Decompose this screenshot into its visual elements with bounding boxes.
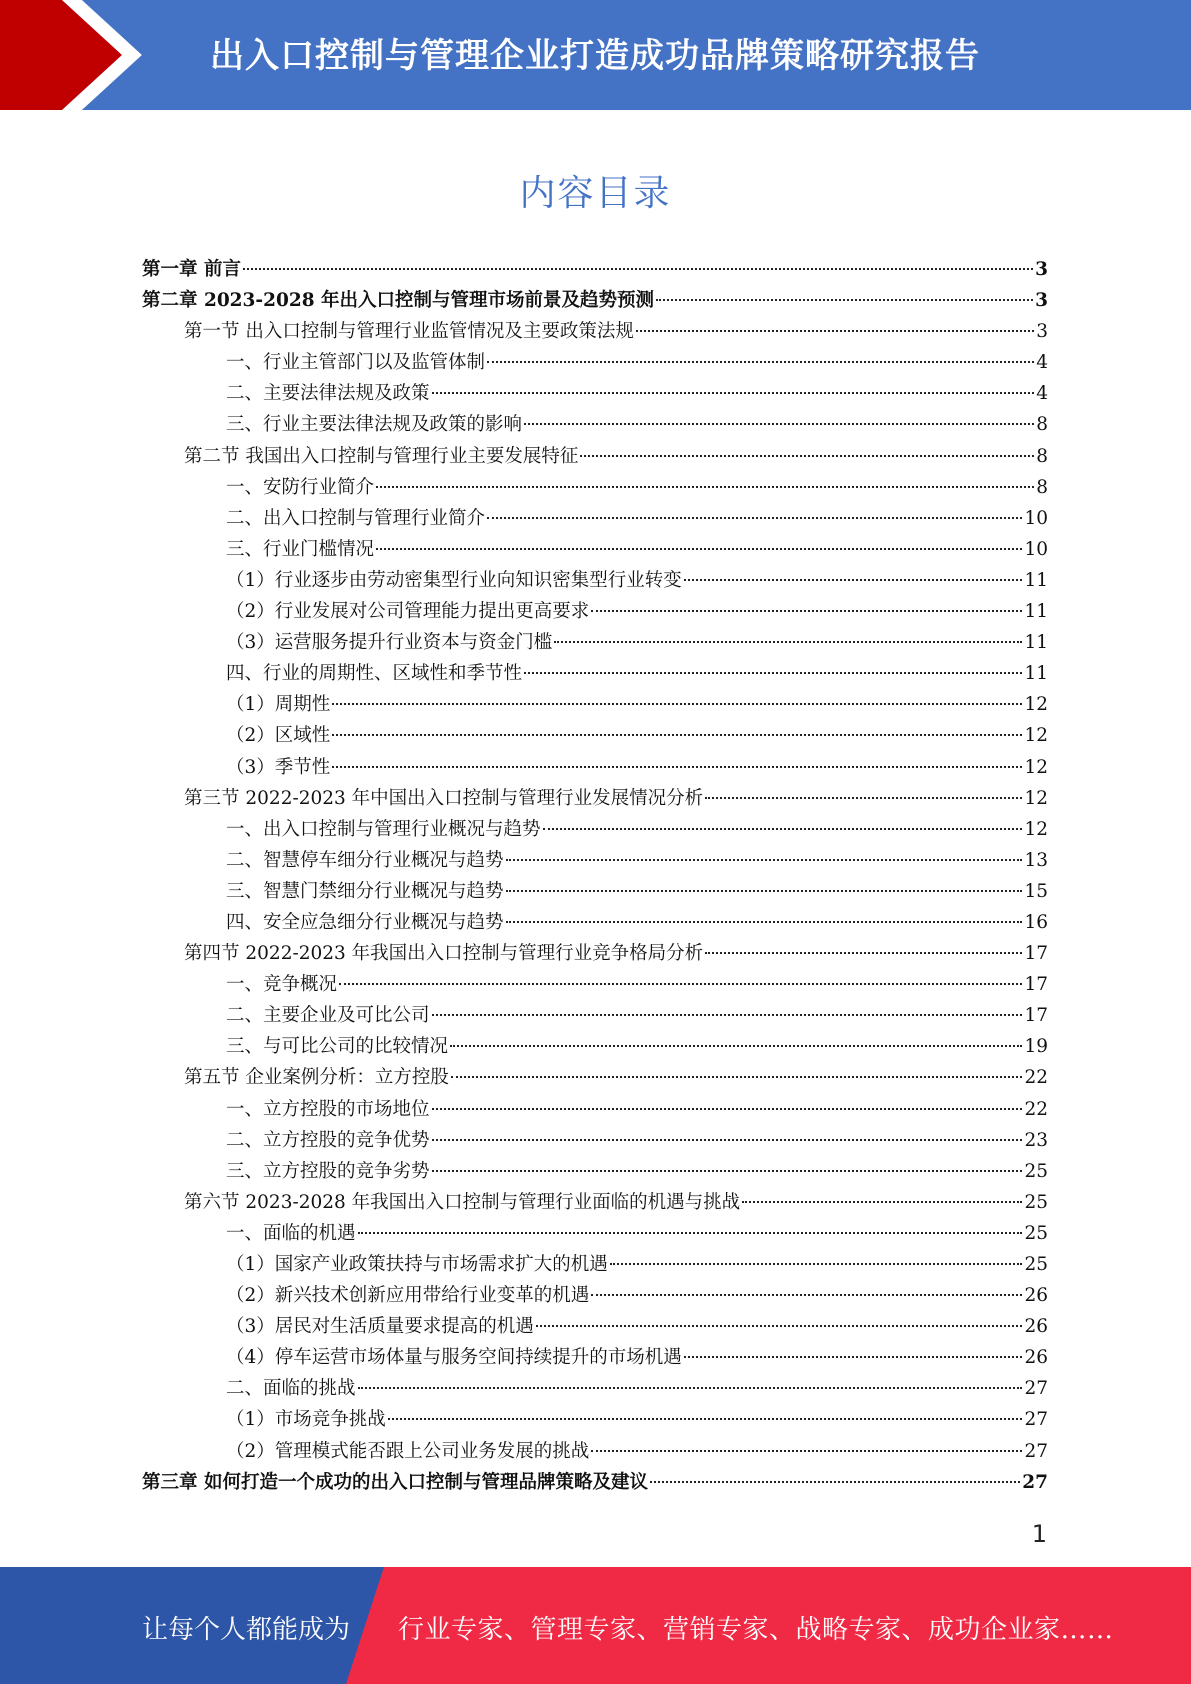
- toc-entry[interactable]: [142, 1094, 1048, 1125]
- toc-entry[interactable]: [142, 1218, 1048, 1249]
- toc-entry-page: 8: [1036, 476, 1048, 498]
- toc-dot-leader: [506, 890, 1023, 892]
- toc-dot-leader: [591, 1294, 1022, 1296]
- toc-dot-leader: [358, 1387, 1023, 1389]
- toc-dot-leader: [451, 1076, 1023, 1078]
- toc-entry-page: 27: [1024, 1378, 1048, 1400]
- toc-entry[interactable]: [142, 1373, 1048, 1404]
- toc-entry-page: 27: [1024, 1409, 1048, 1431]
- toc-entry-page: 25: [1024, 1191, 1048, 1213]
- toc-dot-leader: [591, 1450, 1022, 1452]
- toc-dot-leader: [684, 1356, 1023, 1358]
- toc-entry-page: 3: [1035, 259, 1048, 280]
- toc-entry-page: 25: [1024, 1254, 1048, 1275]
- toc-entry-page: 22: [1024, 1098, 1048, 1120]
- toc-entry[interactable]: [142, 1280, 1048, 1311]
- toc-dot-leader: [536, 1325, 1023, 1327]
- toc-entry-label: 二、面临的挑战: [226, 1378, 356, 1400]
- toc-entry-page: 3: [1035, 290, 1048, 312]
- toc-entry-label: （1）周期性: [226, 694, 331, 716]
- toc-entry-label: 第四节 2022-2023 年我国出入口控制与管理行业竞争格局分析: [184, 943, 704, 965]
- toc-dot-leader: [339, 983, 1022, 985]
- toc-dot-leader: [450, 1045, 1022, 1047]
- toc-entry-page: 12: [1024, 725, 1048, 747]
- toc-dot-leader: [636, 330, 1034, 332]
- toc-dot-leader: [610, 1263, 1023, 1265]
- toc-entry[interactable]: [142, 969, 1048, 1000]
- toc-dot-leader: [487, 517, 1022, 519]
- toc-entry-label: （2）区域性: [226, 725, 331, 747]
- toc-entry[interactable]: [142, 472, 1048, 503]
- toc-dot-leader: [432, 1139, 1023, 1141]
- toc-dot-leader: [506, 921, 1023, 923]
- toc-entry-page: 11: [1024, 601, 1048, 623]
- toc-dot-leader: [650, 1481, 1020, 1483]
- toc-entry-page: 11: [1024, 569, 1048, 591]
- toc-dot-leader: [432, 1170, 1023, 1172]
- toc-entry-page: 22: [1024, 1067, 1048, 1089]
- toc-entry[interactable]: [142, 907, 1048, 938]
- toc-entry-page: 16: [1024, 911, 1048, 933]
- toc-dot-leader: [332, 766, 1022, 768]
- toc-entry-label: 三、与可比公司的比较情况: [226, 1036, 449, 1058]
- toc-entry[interactable]: [142, 1187, 1048, 1218]
- toc-entry-label: 第五节 企业案例分析：立方控股: [184, 1067, 449, 1089]
- toc-entry[interactable]: [142, 378, 1048, 409]
- toc-entry[interactable]: [142, 347, 1048, 378]
- toc-entry[interactable]: [142, 534, 1048, 565]
- toc-dot-leader: [580, 455, 1034, 457]
- toc-entry-page: 17: [1024, 943, 1048, 965]
- toc-entry[interactable]: [142, 1311, 1048, 1342]
- toc-entry-label: 一、安防行业简介: [226, 476, 375, 498]
- toc-entry[interactable]: [142, 1156, 1048, 1187]
- toc-dot-leader: [432, 1014, 1023, 1016]
- toc-dot-leader: [432, 392, 1035, 394]
- toc-entry[interactable]: [142, 938, 1048, 969]
- toc-entry-label: （2）管理模式能否跟上公司业务发展的挑战: [226, 1440, 590, 1462]
- toc-entry-label: 第三章 如何打造一个成功的出入口控制与管理品牌策略及建议: [142, 1471, 648, 1493]
- toc-entry-label: （4）停车运营市场体量与服务空间持续提升的市场机遇: [226, 1347, 682, 1369]
- toc-dot-leader: [432, 1108, 1023, 1110]
- toc-entry[interactable]: [142, 658, 1048, 689]
- toc-entry-label: 四、行业的周期性、区域性和季节性: [226, 663, 523, 685]
- toc-entry-label: 第一节 出入口控制与管理行业监管情况及主要政策法规: [184, 321, 634, 343]
- toc-entry-page: 27: [1022, 1471, 1048, 1493]
- toc-dot-leader: [388, 1418, 1023, 1420]
- toc-dot-leader: [705, 797, 1022, 799]
- toc-dot-leader: [524, 672, 1022, 674]
- toc-entry-page: 12: [1024, 787, 1048, 809]
- toc-entry-label: 二、出入口控制与管理行业简介: [226, 507, 486, 529]
- toc-entry-label: （1）行业逐步由劳动密集型行业向知识密集型行业转变: [226, 569, 682, 591]
- toc-entry-label: 三、智慧门禁细分行业概况与趋势: [226, 880, 504, 902]
- toc-entry[interactable]: [142, 720, 1048, 751]
- toc-dot-leader: [506, 859, 1023, 861]
- toc-entry[interactable]: [142, 627, 1048, 658]
- toc-entry-label: 第六节 2023-2028 年我国出入口控制与管理行业面临的机遇与挑战: [184, 1191, 741, 1213]
- toc-entry-label: 四、安全应急细分行业概况与趋势: [226, 911, 504, 933]
- toc-entry[interactable]: [142, 1436, 1048, 1467]
- toc-entry-page: 26: [1024, 1316, 1048, 1338]
- toc-entry-label: 二、主要法律法规及政策: [226, 383, 430, 405]
- toc-entry-label: 一、立方控股的市场地位: [226, 1098, 430, 1120]
- toc-entry-label: 三、行业门槛情况: [226, 538, 375, 560]
- toc-dot-leader: [656, 299, 1033, 301]
- toc-entry[interactable]: [142, 845, 1048, 876]
- toc-entry-label: 一、面临的机遇: [226, 1222, 356, 1244]
- toc-entry-page: 26: [1024, 1347, 1048, 1369]
- toc-dot-leader: [358, 1232, 1023, 1234]
- footer-slogan-left: 让每个人都能成为: [142, 1615, 351, 1645]
- toc-entry-page: 12: [1024, 694, 1048, 716]
- toc-entry-label: 第三节 2022-2023 年中国出入口控制与管理行业发展情况分析: [184, 787, 704, 809]
- toc-entry-page: 11: [1024, 663, 1048, 685]
- toc-entry[interactable]: [142, 254, 1048, 285]
- toc-dot-leader: [543, 828, 1023, 830]
- footer-slogan-right: 行业专家、管理专家、营销专家、战略专家、成功企业家……: [398, 1615, 1114, 1645]
- toc-entry-label: （3）季节性: [226, 756, 331, 778]
- toc-entry-label: （1）市场竞争挑战: [226, 1409, 386, 1431]
- toc-entry-page: 8: [1036, 414, 1048, 436]
- toc-entry[interactable]: [142, 596, 1048, 627]
- toc-entry-label: （3）居民对生活质量要求提高的机遇: [226, 1316, 534, 1338]
- toc-entry-label: 二、主要企业及可比公司: [226, 1005, 430, 1027]
- toc-entry-label: 第二章 2023-2028 年出入口控制与管理市场前景及趋势预测: [142, 290, 655, 312]
- footer-band: [0, 1567, 1191, 1684]
- header-band: [0, 0, 1191, 110]
- toc-entry-label: 第一章 前言: [142, 259, 241, 280]
- toc-entry-label: 一、竞争概况: [226, 974, 338, 996]
- toc-entry[interactable]: [142, 1249, 1048, 1280]
- toc-entry[interactable]: [142, 1342, 1048, 1373]
- toc-entry-label: 二、智慧停车细分行业概况与趋势: [226, 849, 504, 871]
- toc-dot-leader: [524, 423, 1034, 425]
- toc-entry[interactable]: [142, 1000, 1048, 1031]
- toc-entry-page: 12: [1024, 818, 1048, 840]
- toc-dot-leader: [487, 361, 1034, 363]
- toc-entry[interactable]: [142, 1467, 1048, 1498]
- toc-entry-label: 三、行业主要法律法规及政策的影响: [226, 414, 523, 436]
- report-title: 出入口控制与管理企业打造成功品牌策略研究报告: [210, 36, 980, 76]
- toc-entry-page: 10: [1024, 507, 1048, 529]
- toc-dot-leader: [591, 610, 1022, 612]
- toc-entry-page: 11: [1024, 632, 1048, 654]
- toc-entry-page: 13: [1024, 849, 1048, 871]
- toc-entry-page: 4: [1036, 383, 1048, 405]
- toc-entry[interactable]: [142, 441, 1048, 472]
- toc-entry-page: 8: [1036, 445, 1048, 467]
- toc-entry-page: 3: [1036, 321, 1048, 343]
- toc-dot-leader: [376, 548, 1022, 550]
- toc-dot-leader: [332, 734, 1022, 736]
- toc-entry-label: 一、行业主管部门以及监管体制: [226, 352, 486, 374]
- toc-entry-page: 12: [1024, 756, 1048, 778]
- toc-entry[interactable]: [142, 503, 1048, 534]
- toc-entry-page: 17: [1024, 1005, 1048, 1027]
- toc-entry-page: 15: [1024, 880, 1048, 902]
- toc-entry[interactable]: [142, 316, 1048, 347]
- toc-entry-page: 19: [1024, 1036, 1048, 1058]
- toc-dot-leader: [376, 486, 1034, 488]
- toc-dot-leader: [554, 641, 1022, 643]
- toc-entry-page: 27: [1024, 1440, 1048, 1462]
- toc-entry[interactable]: [142, 814, 1048, 845]
- toc-entry-page: 10: [1024, 538, 1048, 560]
- toc-entry[interactable]: [142, 565, 1048, 596]
- toc-entry-label: 三、立方控股的竞争劣势: [226, 1160, 430, 1182]
- toc-entry[interactable]: [142, 783, 1048, 814]
- toc-entry-label: 二、立方控股的竞争优势: [226, 1129, 430, 1151]
- toc-entry[interactable]: [142, 689, 1048, 720]
- toc-entry-page: 23: [1024, 1129, 1048, 1151]
- toc-entry[interactable]: [142, 285, 1048, 316]
- toc-entry-page: 25: [1024, 1160, 1048, 1182]
- toc-dot-leader: [243, 268, 1033, 270]
- toc-entry-label: 第二节 我国出入口控制与管理行业主要发展特征: [184, 445, 579, 467]
- toc-dot-leader: [332, 703, 1022, 705]
- toc-entry[interactable]: [142, 1031, 1048, 1062]
- toc-entry-label: 一、出入口控制与管理行业概况与趋势: [226, 818, 541, 840]
- toc-entry-page: 17: [1024, 974, 1048, 996]
- toc-entry[interactable]: [142, 876, 1048, 907]
- toc-dot-leader: [684, 579, 1023, 581]
- toc-entry-page: 26: [1024, 1285, 1048, 1307]
- toc-entry[interactable]: [142, 1404, 1048, 1435]
- page-number: 1: [1031, 1520, 1047, 1548]
- toc-entry[interactable]: [142, 752, 1048, 783]
- toc-entry[interactable]: [142, 1062, 1048, 1093]
- toc-entry-label: （2）新兴技术创新应用带给行业变革的机遇: [226, 1285, 590, 1307]
- toc-entry-page: 25: [1024, 1222, 1048, 1244]
- toc-heading: 内容目录: [519, 173, 672, 214]
- toc-dot-leader: [742, 1201, 1022, 1203]
- toc-entry[interactable]: [142, 409, 1048, 440]
- toc-entry[interactable]: [142, 1125, 1048, 1156]
- toc-entry-label: （3）运营服务提升行业资本与资金门槛: [226, 632, 553, 654]
- toc-dot-leader: [705, 952, 1022, 954]
- toc-entry-label: （2）行业发展对公司管理能力提出更高要求: [226, 601, 590, 623]
- table-of-contents: [142, 254, 1048, 1498]
- toc-entry-page: 4: [1036, 352, 1048, 374]
- toc-entry-label: （1）国家产业政策扶持与市场需求扩大的机遇: [226, 1254, 608, 1275]
